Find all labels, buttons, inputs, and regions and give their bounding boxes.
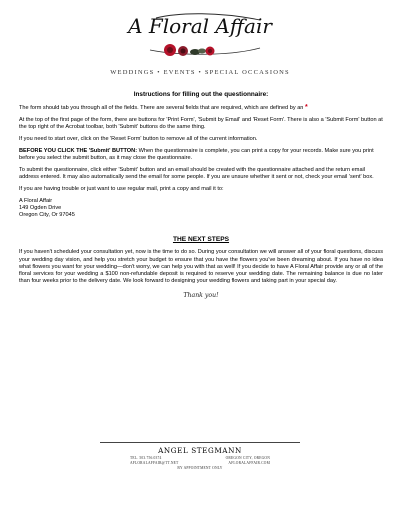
required-star-icon: * bbox=[304, 104, 308, 112]
address-line-3: Oregon City, Or 97045 bbox=[19, 212, 75, 218]
contact-phone: TEL. 503.756.0374 bbox=[130, 456, 162, 460]
rose-icon bbox=[178, 46, 188, 56]
submit-warning-label: BEFORE YOU CLICK THE 'Submit' BUTTON: bbox=[19, 147, 138, 154]
brand-name: A Floral Affair bbox=[128, 14, 272, 38]
signature-name: ANGEL STEGMANN bbox=[158, 446, 242, 455]
rose-icon bbox=[164, 44, 176, 56]
brand-tagline: WEDDINGS • EVENTS • SPECIAL OCCASIONS bbox=[110, 69, 290, 76]
instructions-paragraph-1 bbox=[19, 104, 383, 112]
submit-warning-text: When the questionnaire is complete, you can print a copy for your records. Make sure you print before you select the submit button, as it may close the questionnaire. bbox=[19, 147, 374, 161]
appointment-note: BY APPOINTMENT ONLY bbox=[177, 466, 223, 470]
mailing-address bbox=[19, 198, 383, 220]
instructions-paragraph-5: To submit the questionnaire, click either 'Submit' button and an email should be created with the questionnaire attached and the return email address entered. It may also automatically send the email for some people. If you are unsure whether it sent or not, check your email 'sent' box. bbox=[19, 166, 374, 180]
next-steps-heading: THE NEXT STEPS bbox=[172, 236, 230, 244]
document-body bbox=[19, 91, 383, 300]
next-steps-paragraph: If you haven't scheduled your consultation yet, now is the time to do so. During your consultation we will answer all of your floral questions, discuss your wedding day vision, and help you stretch your budget to ensure that you have the flowers you've been dreaming about. If you have no idea what flowers you want for your wedding—don't worry, we can help you with that as well! If you decide to have A Floral Affair provide any or all of the floral services for your wedding a $100 non-refundable deposit is required to reserve your wedding date. The remaining balance is due no later than four weeks prior to the delivery date. We look forward to designing your wedding flowers and taking part in your special day. bbox=[19, 249, 383, 285]
contact-info bbox=[130, 456, 270, 471]
instructions-paragraph-6: If you are having trouble or just want to use regular mail, print a copy and mail it to: bbox=[19, 185, 224, 192]
instructions-paragraph-4 bbox=[19, 148, 383, 162]
instructions-p1-text: The form should tab you through all of the fields. There are several fields that are required, which are defined by an bbox=[19, 105, 304, 112]
instructions-paragraph-3: If you need to start over, click on the 'Reset Form' button to remove all of the current information. bbox=[19, 136, 258, 142]
address-line-1: A Floral Affair bbox=[19, 197, 53, 204]
rose-icon bbox=[206, 47, 215, 56]
address-line-2: 149 Ogden Drive bbox=[19, 204, 62, 211]
thank-you-note: Thank you! bbox=[183, 292, 219, 300]
signature-divider bbox=[100, 442, 300, 443]
instructions-heading: Instructions for filling out the questionnaire: bbox=[133, 91, 269, 98]
instructions-paragraph-2: At the top of the first page of the form, there are buttons for 'Print Form', 'Submit by Email' and 'Reset Form'. There is also a 'Submit Form' button at the top right of the Acrobat toolbar, both 'Submit' buttons do the same thing. bbox=[19, 117, 383, 131]
contact-website: AFLORALAFFAIR.COM bbox=[228, 461, 270, 465]
contact-email: AFLORALAFFAIR@TT.NET bbox=[130, 461, 179, 465]
contact-city: OREGON CITY, OREGON bbox=[225, 456, 270, 460]
